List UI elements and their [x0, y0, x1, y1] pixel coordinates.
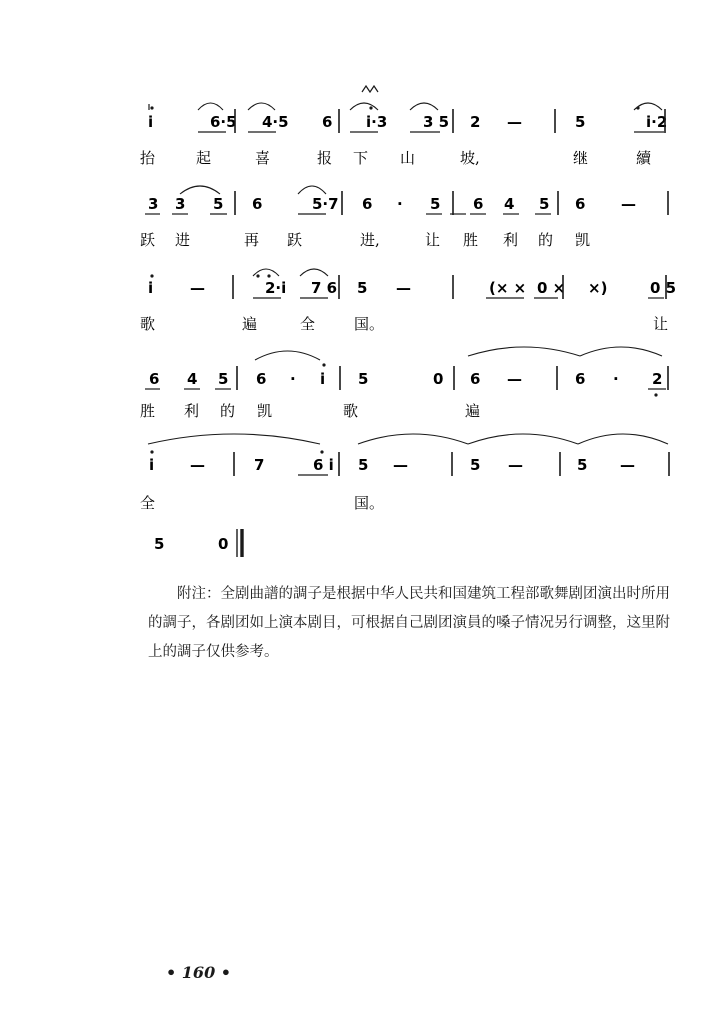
score-note: — — [620, 456, 635, 474]
score-note: i — [148, 279, 154, 297]
lyric-char: 的 — [538, 231, 554, 249]
lyric-char: 的 — [220, 402, 236, 420]
score-note: 6·5 — [210, 113, 237, 131]
score-note: 0 5 — [650, 279, 677, 297]
score-note: 3 5 — [423, 113, 450, 131]
lyric-char: 山 — [400, 149, 416, 167]
octave-dot — [150, 450, 153, 453]
score-note: 5·7 — [312, 195, 339, 213]
score-note: — — [190, 279, 205, 297]
score-note: i — [320, 370, 326, 388]
lyric-char: 国。 — [354, 494, 385, 512]
score-note: — — [190, 456, 205, 474]
lyric-char: 全 — [300, 315, 316, 333]
slur-arc — [148, 434, 320, 444]
lyric-char: 起 — [196, 149, 212, 167]
octave-dot — [150, 106, 153, 109]
lyric-char: 跃 — [287, 231, 303, 249]
slur-arc — [350, 103, 378, 110]
lyric-char: 抬 — [140, 149, 156, 167]
score-note: — — [621, 195, 636, 213]
score-note: 2 — [652, 370, 663, 388]
slur-arc — [468, 434, 578, 444]
score-note: 6 — [575, 370, 586, 388]
score-note: · — [397, 195, 403, 213]
slur-arc — [198, 103, 223, 110]
octave-dot — [322, 363, 325, 366]
score-note: 3 — [175, 195, 186, 213]
score-note: 4·5 — [262, 113, 289, 131]
score-note: 5 — [577, 456, 588, 474]
score-note: 7 6 — [311, 279, 338, 297]
score-note: 5 — [357, 279, 368, 297]
octave-dot — [369, 106, 372, 109]
lyric-char: 利 — [184, 402, 200, 420]
footnote — [148, 580, 676, 667]
lyric-char: 继 — [573, 149, 589, 167]
score-note: 6 — [149, 370, 160, 388]
score-notes — [148, 109, 676, 557]
score-note: — — [393, 456, 408, 474]
lyric-char: 跃 — [140, 231, 156, 249]
score-note: 6 — [575, 195, 586, 213]
score-note: 5 — [358, 370, 369, 388]
footnote-text: 附注：全剧曲譜的調子是根据中华人民共和国建筑工程部歌舞剧团演出时所用的調子，各剧团如上演本剧目，可根据自己剧团演員的嗓子情况另行调整，这里附上的調子仅供参考。 — [148, 586, 670, 660]
lyric-char: 让 — [425, 231, 441, 249]
page-number: • 160 • — [166, 963, 231, 982]
score-note: · — [613, 370, 619, 388]
slur-arc — [255, 351, 320, 360]
score-note: — — [508, 456, 523, 474]
octave-dot — [267, 274, 270, 277]
octave-dot — [256, 274, 259, 277]
score-note: 6 — [362, 195, 373, 213]
octave-dot — [654, 393, 657, 396]
octave-dot — [320, 450, 323, 453]
lyric-char: 遍 — [242, 315, 258, 333]
score-note: 5 — [218, 370, 229, 388]
score-note: i·3 — [366, 113, 388, 131]
score-note: 4 — [187, 370, 198, 388]
score-note: 6 — [256, 370, 267, 388]
lyric-char: 凯 — [257, 402, 273, 420]
slur-arc — [300, 269, 328, 276]
slur-arc — [248, 103, 275, 110]
score-note: 5 — [470, 456, 481, 474]
lyric-char: 进, — [360, 231, 380, 249]
score-note: 5 — [430, 195, 441, 213]
score-note: 4 — [504, 195, 515, 213]
score-note: — — [396, 279, 411, 297]
slur-arc — [180, 186, 220, 194]
score-note: 7 — [254, 456, 265, 474]
score-note: 3 — [148, 195, 159, 213]
score-note: — — [507, 113, 522, 131]
ornament-mark — [362, 86, 378, 92]
score-note: i·2 — [646, 113, 668, 131]
lyric-char: 歌 — [140, 315, 156, 333]
score-note: · — [290, 370, 296, 388]
lyric-char: 凯 — [575, 231, 591, 249]
octave-dot — [636, 106, 639, 109]
score-note: 0 — [433, 370, 444, 388]
score-note: 0 × — [537, 279, 566, 297]
lyric-char: 坡, — [460, 149, 480, 167]
score-note: 6 i — [313, 456, 334, 474]
lyric-char: 續 — [636, 149, 652, 167]
lyric-char: 国。 — [354, 315, 385, 333]
lyric-char: 报 — [317, 149, 333, 167]
score-note: 5 — [213, 195, 224, 213]
score-note: 5 — [154, 535, 165, 553]
lyric-char: 进 — [175, 231, 191, 249]
score-note: ×) — [588, 279, 608, 297]
score-note: (× × — [489, 279, 527, 297]
lyric-char: 喜 — [255, 149, 271, 167]
score-note: 6 — [473, 195, 484, 213]
slur-arc — [580, 347, 662, 356]
lyric-char: 再 — [244, 231, 260, 249]
lyric-char: 遍 — [465, 402, 481, 420]
score-note: 6 — [322, 113, 333, 131]
score-note: i — [148, 113, 154, 131]
slur-arc — [298, 186, 326, 194]
lyric-char: 下 — [353, 149, 369, 167]
lyric-char: 全 — [140, 494, 156, 512]
score-note: 6 — [470, 370, 481, 388]
score-note: 5 — [575, 113, 586, 131]
lyric-char: 胜 — [140, 402, 156, 420]
octave-dot — [150, 274, 153, 277]
slur-arc — [358, 434, 468, 444]
score-note: — — [507, 370, 522, 388]
score-note: 6 — [252, 195, 263, 213]
score-note: i — [149, 456, 155, 474]
score-note: 5 — [539, 195, 550, 213]
score-note: 2 — [470, 113, 481, 131]
lyric-char: 歌 — [343, 402, 359, 420]
score-note: 5 — [358, 456, 369, 474]
lyric-char: 利 — [503, 231, 519, 249]
score-note: 2·i — [265, 279, 287, 297]
lyric-char: 让 — [653, 315, 669, 333]
slur-arc — [578, 434, 668, 444]
score-note: 0 — [218, 535, 229, 553]
lyric-char: 胜 — [463, 231, 479, 249]
slur-arc — [468, 347, 580, 356]
slur-arc — [410, 103, 438, 110]
